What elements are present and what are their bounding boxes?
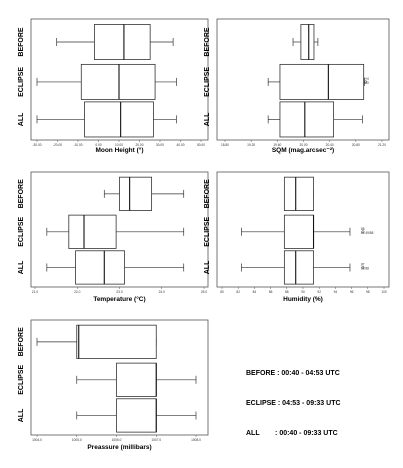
category-label: ECLIPSE — [18, 364, 25, 395]
box-all — [37, 102, 176, 137]
x-tick-label: 1008.0 — [191, 438, 201, 442]
legend-line-all: ALL : 00:40 - 09:33 UTC — [246, 430, 338, 437]
x-tick-label: 20.80 — [351, 143, 360, 147]
iqr-box — [94, 24, 150, 59]
legend-line-eclipse: ECLIPSE : 04:53 - 09:33 UTC — [246, 400, 341, 407]
x-tick-label: 1004.0 — [32, 438, 42, 442]
category-label: ECLIPSE — [18, 216, 25, 247]
box-eclipse — [241, 215, 350, 248]
category-label: BEFORE — [204, 179, 211, 209]
box-all — [241, 251, 350, 284]
x-tick-label: 0.00 — [95, 143, 102, 147]
box-all — [77, 399, 196, 432]
iqr-box — [117, 399, 157, 432]
x-axis-label: Humidity (%) — [283, 296, 323, 303]
iqr-box — [284, 215, 313, 248]
x-tick-label: 21.0 — [31, 290, 39, 294]
x-tick-label: 94 — [333, 290, 338, 294]
outlier-label: 88 88 — [360, 266, 369, 271]
x-tick-label: 24.0 — [158, 290, 165, 294]
iqr-box — [117, 363, 157, 396]
boxplot-panel — [204, 172, 389, 303]
x-axis-label: SQM (mag.arcsec⁻²) — [271, 147, 335, 154]
x-tick-label: 86 — [268, 290, 273, 294]
iqr-box — [85, 102, 154, 137]
box-before — [57, 24, 173, 59]
box-eclipse — [77, 363, 196, 396]
box-eclipse — [47, 215, 184, 248]
x-tick-label: 20.00 — [135, 143, 144, 147]
box-all — [47, 251, 184, 284]
x-axis-label: Moon Height (°) — [95, 147, 144, 154]
x-tick-label: 19.20 — [247, 143, 256, 147]
outlier-label: 87 — [360, 262, 365, 267]
x-tick-label: 10.00 — [115, 143, 123, 147]
iqr-box — [120, 177, 152, 210]
x-tick-label: 92 — [317, 290, 321, 294]
x-tick-label: 1006.0 — [111, 438, 122, 442]
x-tick-label: 1005.0 — [71, 438, 82, 442]
x-tick-label: 22.0 — [74, 290, 81, 294]
x-tick-label: 88 — [285, 290, 289, 294]
outlier-label: 000 — [363, 80, 369, 85]
outlier-label: 88 — [360, 226, 365, 231]
outlier-group — [361, 262, 369, 270]
x-tick-label: 90 — [301, 290, 305, 294]
x-tick-label: -20.00 — [52, 143, 63, 147]
iqr-box — [77, 325, 157, 358]
iqr-box — [76, 251, 125, 284]
x-tick-label: 19.60 — [273, 143, 282, 147]
boxplot-panel — [18, 19, 208, 154]
box-eclipse — [268, 64, 364, 99]
x-tick-label: 30.00 — [156, 143, 164, 147]
box-before — [293, 24, 318, 59]
outlier-label: 0+0 — [363, 76, 370, 81]
legend-line-before: BEFORE : 00:40 - 04:53 UTC — [246, 370, 340, 377]
box-all — [268, 102, 362, 137]
x-axis-label: Preassure (millibars) — [87, 444, 152, 451]
outlier-label: 84 49/88 — [360, 230, 374, 235]
box-eclipse — [37, 64, 176, 99]
category-label: BEFORE — [18, 179, 25, 209]
category-label: BEFORE — [204, 27, 211, 57]
x-tick-label: 1007.0 — [151, 438, 162, 442]
iqr-box — [284, 177, 313, 210]
category-label: ECLIPSE — [204, 66, 211, 97]
category-label: BEFORE — [18, 27, 25, 57]
iqr-box — [301, 24, 314, 59]
x-tick-label: 84 — [252, 290, 257, 294]
x-tick-label: 40.00 — [176, 143, 185, 147]
x-tick-label: 20.40 — [325, 143, 334, 147]
boxplot-panel — [18, 320, 208, 451]
outlier-group — [361, 227, 374, 235]
x-tick-label: 96 — [349, 290, 354, 294]
boxplot-panel — [204, 19, 389, 154]
category-label: ECLIPSE — [204, 216, 211, 247]
x-axis-label: Temperature (°C) — [93, 296, 146, 303]
boxplot-panel — [18, 172, 208, 303]
iqr-box — [280, 64, 364, 99]
x-tick-label: -10.00 — [73, 143, 83, 147]
category-label: BEFORE — [18, 327, 25, 357]
category-label: ALL — [18, 112, 25, 127]
x-tick-label: 25.0 — [200, 290, 208, 294]
x-tick-label: 82 — [236, 290, 240, 294]
x-tick-label: 50.00 — [197, 143, 205, 147]
box-before — [37, 325, 156, 358]
x-tick-label: 21.20 — [378, 143, 386, 147]
box-before — [284, 177, 313, 210]
x-tick-label: 23.0 — [116, 290, 123, 294]
x-tick-label: -30.00 — [32, 143, 42, 147]
x-tick-label: 20.00 — [299, 143, 308, 147]
iqr-box — [284, 251, 313, 284]
x-tick-label: 98 — [366, 290, 370, 294]
iqr-box — [280, 102, 334, 137]
box-before — [104, 177, 183, 210]
period-legend — [246, 349, 341, 449]
iqr-box — [69, 215, 116, 248]
category-label: ALL — [18, 408, 25, 423]
category-label: ALL — [204, 260, 211, 275]
x-tick-label: 80 — [220, 290, 224, 294]
category-label: ALL — [204, 112, 211, 127]
x-tick-label: 18.80 — [221, 143, 229, 147]
category-label: ALL — [18, 260, 25, 275]
x-tick-label: 100 — [381, 290, 387, 294]
category-label: ECLIPSE — [18, 66, 25, 97]
outlier-group — [364, 77, 370, 85]
iqr-box — [81, 64, 155, 99]
